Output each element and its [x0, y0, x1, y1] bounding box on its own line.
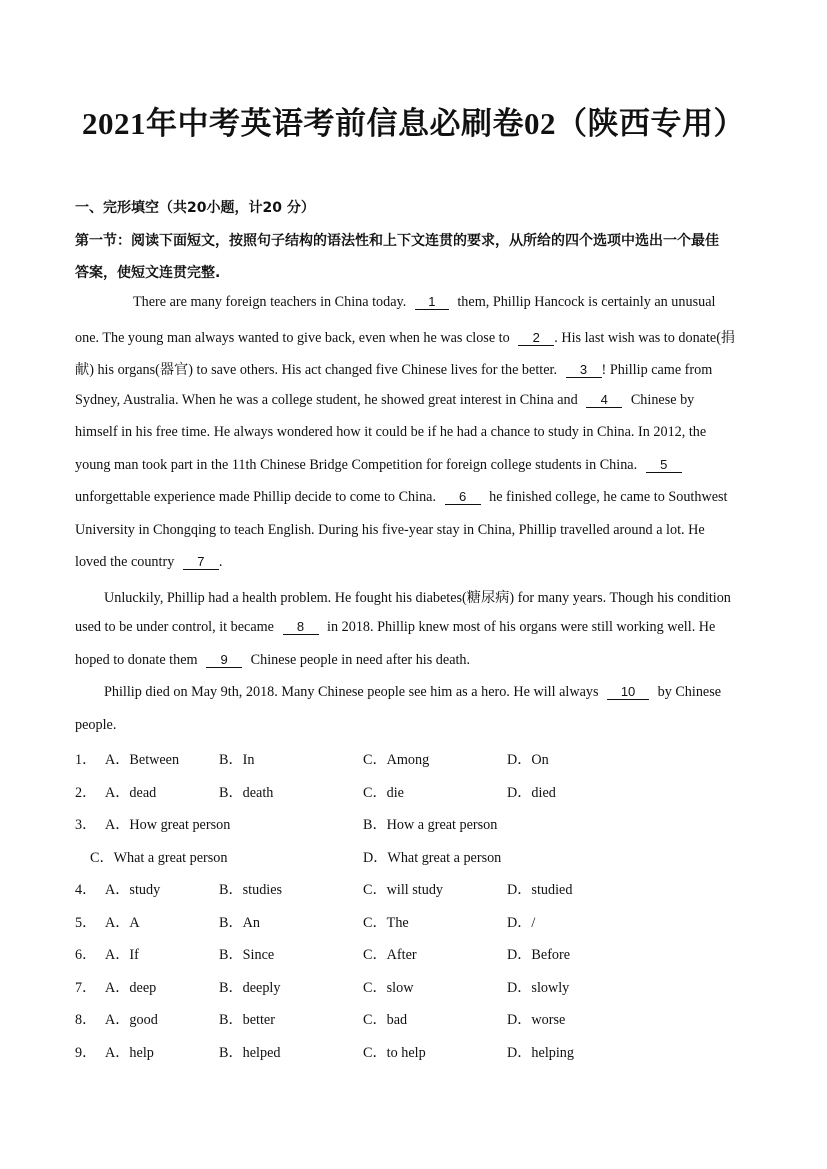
option-d: D．worse: [507, 1012, 566, 1028]
option-b: B．death: [219, 785, 274, 801]
blank-4: 4: [586, 392, 622, 408]
option-d: D．died: [507, 785, 556, 801]
question-number: 1．: [75, 752, 97, 768]
option-b: B．Since: [219, 947, 275, 963]
question-number: 3．: [75, 817, 97, 833]
blank-9: 9: [206, 652, 242, 668]
blank-3: 3: [566, 362, 602, 378]
option-c: C．will study: [363, 882, 444, 898]
option-a: A．If: [105, 947, 139, 963]
passage-line: people.: [75, 717, 117, 733]
passage-line: Unluckily, Phillip had a health problem. He fought his diabetes(糖尿病) for many years. Though his condition: [104, 590, 731, 606]
option-c: C．After: [363, 947, 417, 963]
option-b: B．helped: [219, 1045, 281, 1061]
passage-line: young man took part in the 11th Chinese Bridge Competition for foreign college students in China. 5: [75, 457, 682, 474]
option-d: D．slowly: [507, 980, 570, 996]
passage-line: Sydney, Australia. When he was a college student, he showed great interest in China and 4 Chinese by: [75, 392, 695, 408]
blank-2: 2: [518, 330, 554, 346]
option-d: D．On: [507, 752, 549, 768]
option-a: A．help: [105, 1045, 154, 1061]
option-c: C．slow: [363, 980, 414, 996]
passage-line: 献) his organs(器官) to save others. His act changed five Chinese lives for the better. 3 ! Phillip came from: [75, 362, 713, 378]
passage-line: University in Chongqing to teach English. During his five-year stay in China, Phillip travelled around a lot. He: [75, 522, 705, 538]
option-c: C．The: [363, 915, 409, 931]
option-c: C．die: [363, 785, 404, 801]
option-a: A．deep: [105, 980, 157, 996]
option-c: C．to help: [363, 1045, 426, 1061]
blank-7: 7: [183, 554, 219, 570]
instruction-line-2: 答案，使短文连贯完整.: [75, 265, 221, 281]
option-c: C．bad: [363, 1012, 408, 1028]
passage-line: himself in his free time. He always wondered how it could be if he had a chance to study in China. In 2012, the: [75, 424, 707, 440]
option-c: C．What a great person: [90, 850, 228, 866]
passage-line: one. The young man always wanted to give back, even when he was close to 2 . His last wish was to donate(捐: [75, 330, 736, 346]
option-b: B．deeply: [219, 980, 281, 996]
page-title: 2021年中考英语考前信息必刷卷02（陕西专用）: [82, 106, 745, 141]
question-number: 7．: [75, 980, 97, 996]
option-a: A．dead: [105, 785, 157, 801]
option-a: A．study: [105, 882, 161, 898]
option-b: B．How a great person: [363, 817, 498, 833]
question-number: 5．: [75, 915, 97, 931]
option-a: A．A: [105, 915, 140, 931]
blank-8: 8: [283, 619, 319, 635]
passage-line: Phillip died on May 9th, 2018. Many Chinese people see him as a hero. He will always 10 by Chinese: [104, 684, 722, 700]
question-number: 9．: [75, 1045, 97, 1061]
option-a: A．How great person: [105, 817, 231, 833]
option-c: C．Among: [363, 752, 430, 768]
option-d: D．What great a person: [363, 850, 502, 866]
passage-line: There are many foreign teachers in China today. 1 them, Phillip Hancock is certainly an unusual: [133, 294, 716, 310]
option-a: A．good: [105, 1012, 158, 1028]
passage-line: loved the country 7 .: [75, 554, 223, 570]
section-heading: 一、完形填空（共20小题，计20 分）: [75, 200, 315, 216]
option-d: D．Before: [507, 947, 571, 963]
passage-line: used to be under control, it became 8 in 2018. Phillip knew most of his organs were still working well. He: [75, 619, 716, 635]
question-number: 2．: [75, 785, 97, 801]
option-d: D．/: [507, 915, 536, 931]
option-a: A．Between: [105, 752, 180, 768]
question-number: 4．: [75, 882, 97, 898]
instruction-line-1: 第一节：阅读下面短文，按照句子结构的语法性和上下文连贯的要求，从所给的四个选项中选出一个最佳: [75, 233, 719, 249]
option-b: B．better: [219, 1012, 275, 1028]
blank-6: 6: [445, 489, 481, 505]
option-b: B．In: [219, 752, 255, 768]
question-number: 8．: [75, 1012, 97, 1028]
question-number: 6．: [75, 947, 97, 963]
option-d: D．studied: [507, 882, 573, 898]
blank-5: 5: [646, 457, 682, 473]
option-b: B．An: [219, 915, 260, 931]
passage-line: unforgettable experience made Phillip decide to come to China. 6 he finished college, he came to Southwest: [75, 489, 728, 505]
option-b: B．studies: [219, 882, 283, 898]
option-d: D．helping: [507, 1045, 574, 1061]
blank-10: 10: [607, 684, 649, 700]
blank-1: 1: [415, 294, 449, 310]
passage-line: hoped to donate them 9 Chinese people in need after his death.: [75, 652, 471, 668]
